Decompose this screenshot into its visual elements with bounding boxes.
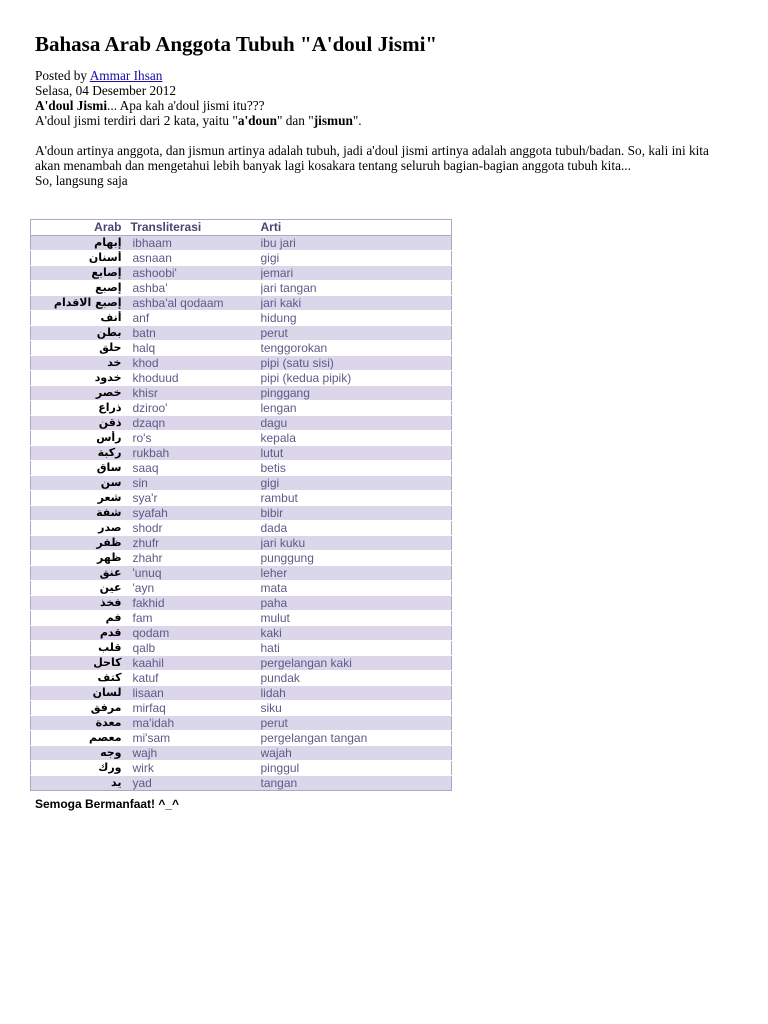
meaning-cell: rambut xyxy=(261,491,452,506)
word-adoun: a'doun xyxy=(237,113,277,128)
arabic-word-cell: ذقن xyxy=(31,416,131,431)
table-row xyxy=(31,536,452,551)
transliteration-cell: anf xyxy=(131,311,261,326)
table-row xyxy=(31,401,452,416)
table-row xyxy=(31,236,452,251)
arabic-word-cell: معصم xyxy=(31,731,131,746)
meaning-cell: jari kaki xyxy=(261,296,452,311)
meaning-cell: siku xyxy=(261,701,452,716)
table-row xyxy=(31,566,452,581)
table-row xyxy=(31,431,452,446)
arabic-word-cell: ظفر xyxy=(31,536,131,551)
arabic-word-cell: بطن xyxy=(31,326,131,341)
arabic-word-cell: يد xyxy=(31,776,131,791)
transliteration-cell: halq xyxy=(131,341,261,356)
table-row xyxy=(31,686,452,701)
transliteration-cell: ashoobi' xyxy=(131,266,261,281)
intro-bold-term: A'doul Jismi xyxy=(35,98,108,113)
table-row xyxy=(31,281,452,296)
arabic-word-cell: خصر xyxy=(31,386,131,401)
meaning-cell: betis xyxy=(261,461,452,476)
table-row xyxy=(31,371,452,386)
arabic-word-cell: ساق xyxy=(31,461,131,476)
transliteration-cell: dzaqn xyxy=(131,416,261,431)
arabic-word-cell: إبهام xyxy=(31,236,131,251)
transliteration-cell: kaahil xyxy=(131,656,261,671)
author-link[interactable]: Ammar Ihsan xyxy=(89,68,163,83)
transliteration-cell: saaq xyxy=(131,461,261,476)
table-row xyxy=(31,341,452,356)
post-date: Selasa, 04 Desember 2012 xyxy=(35,83,177,98)
header-arti: Arti xyxy=(261,220,452,236)
meaning-cell: mata xyxy=(261,581,452,596)
table-row xyxy=(31,731,452,746)
transliteration-cell: ma'idah xyxy=(131,716,261,731)
transliteration-cell: sin xyxy=(131,476,261,491)
table-row xyxy=(31,776,452,791)
meaning-cell: perut xyxy=(261,326,452,341)
transliteration-cell: lisaan xyxy=(131,686,261,701)
transliteration-cell: ashba'al qodaam xyxy=(131,296,261,311)
page-title: Bahasa Arab Anggota Tubuh "A'doul Jismi" xyxy=(35,32,438,56)
transliteration-cell: katuf xyxy=(131,671,261,686)
arabic-word-cell: قدم xyxy=(31,626,131,641)
header-arab: Arab xyxy=(31,220,131,236)
post-meta xyxy=(35,68,362,128)
meaning-cell: kepala xyxy=(261,431,452,446)
arabic-word-cell: ركبة xyxy=(31,446,131,461)
arabic-word-cell: شعر xyxy=(31,491,131,506)
arabic-word-cell: لسان xyxy=(31,686,131,701)
transliteration-cell: dziroo' xyxy=(131,401,261,416)
transliteration-cell: qalb xyxy=(131,641,261,656)
arabic-word-cell: ظهر xyxy=(31,551,131,566)
table-row xyxy=(31,491,452,506)
meaning-cell: pinggang xyxy=(261,386,452,401)
arabic-word-cell: معدة xyxy=(31,716,131,731)
meaning-cell: perut xyxy=(261,716,452,731)
meaning-cell: ibu jari xyxy=(261,236,452,251)
arabic-word-cell: قلب xyxy=(31,641,131,656)
meaning-cell: lengan xyxy=(261,401,452,416)
transliteration-cell: ibhaam xyxy=(131,236,261,251)
transliteration-cell: mi'sam xyxy=(131,731,261,746)
transliteration-cell: yad xyxy=(131,776,261,791)
header-transliterasi: Transliterasi xyxy=(131,220,261,236)
arabic-word-cell: عنق xyxy=(31,566,131,581)
table-row xyxy=(31,506,452,521)
arabic-word-cell: صدر xyxy=(31,521,131,536)
meaning-cell: lutut xyxy=(261,446,452,461)
table-row xyxy=(31,761,452,776)
table-row xyxy=(31,716,452,731)
meaning-cell: hidung xyxy=(261,311,452,326)
table-row xyxy=(31,521,452,536)
table-row xyxy=(31,476,452,491)
definition-prefix: A'doul jismi terdiri dari 2 kata, yaitu " xyxy=(35,113,238,128)
meaning-cell: dada xyxy=(261,521,452,536)
arabic-word-cell: خدود xyxy=(31,371,131,386)
meaning-cell: pipi (kedua pipik) xyxy=(261,371,452,386)
transliteration-cell: fam xyxy=(131,611,261,626)
table-row xyxy=(31,611,452,626)
arabic-word-cell: شفة xyxy=(31,506,131,521)
arabic-word-cell: ورك xyxy=(31,761,131,776)
intro-definition xyxy=(35,113,362,128)
table-row xyxy=(31,581,452,596)
arabic-word-cell: فخذ xyxy=(31,596,131,611)
table-row xyxy=(31,656,452,671)
arabic-word-cell: كتف xyxy=(31,671,131,686)
table-row xyxy=(31,596,452,611)
table-row xyxy=(31,641,452,656)
arabic-word-cell: إصابع xyxy=(31,266,131,281)
meaning-cell: pipi (satu sisi) xyxy=(261,356,452,371)
intro-question-text: ... Apa kah a'doul jismi itu??? xyxy=(107,98,265,113)
transliteration-cell: asnaan xyxy=(131,251,261,266)
transliteration-cell: zhufr xyxy=(131,536,261,551)
transliteration-cell: zhahr xyxy=(131,551,261,566)
transliteration-cell: batn xyxy=(131,326,261,341)
meaning-cell: jemari xyxy=(261,266,452,281)
transliteration-cell: wirk xyxy=(131,761,261,776)
definition-mid: " dan " xyxy=(277,113,314,128)
arabic-word-cell: خد xyxy=(31,356,131,371)
meaning-cell: kaki xyxy=(261,626,452,641)
table-row xyxy=(31,446,452,461)
table-row xyxy=(31,326,452,341)
meaning-cell: gigi xyxy=(261,476,452,491)
transliteration-cell: khoduud xyxy=(131,371,261,386)
meaning-cell: pundak xyxy=(261,671,452,686)
closing-text: Semoga Bermanfaat! ^_^ xyxy=(35,797,180,811)
table-row xyxy=(31,671,452,686)
intro-paragraph: A'doun artinya anggota, dan jismun artinya adalah tubuh, jadi a'doul jismi artinya adalah anggota tubuh/badan. So, kali ini kita akan menambah dan mengetahui lebih banyak lagi kosakara tentang seluruh bagian-bagian anggota tubuh kita... xyxy=(35,143,709,173)
meaning-cell: bibir xyxy=(261,506,452,521)
transliteration-cell: ro's xyxy=(131,431,261,446)
transliteration-cell: fakhid xyxy=(131,596,261,611)
transliteration-cell: ashba' xyxy=(131,281,261,296)
arabic-word-cell: كاحل xyxy=(31,656,131,671)
transliteration-cell: khod xyxy=(131,356,261,371)
meaning-cell: tenggorokan xyxy=(261,341,452,356)
arabic-word-cell: إصبع xyxy=(31,281,131,296)
transliteration-cell: 'ayn xyxy=(131,581,261,596)
meaning-cell: leher xyxy=(261,566,452,581)
meaning-cell: pergelangan tangan xyxy=(261,731,452,746)
table-row xyxy=(31,266,452,281)
table-row xyxy=(31,311,452,326)
meaning-cell: wajah xyxy=(261,746,452,761)
intro-paragraphs xyxy=(35,143,735,188)
meaning-cell: punggung xyxy=(261,551,452,566)
table-row xyxy=(31,386,452,401)
meaning-cell: paha xyxy=(261,596,452,611)
table-header-row xyxy=(31,220,452,236)
intro-closing-line: So, langsung saja xyxy=(35,173,128,188)
meaning-cell: dagu xyxy=(261,416,452,431)
meaning-cell: jari tangan xyxy=(261,281,452,296)
meaning-cell: jari kuku xyxy=(261,536,452,551)
table-row xyxy=(31,416,452,431)
arabic-word-cell: حلق xyxy=(31,341,131,356)
transliteration-cell: khisr xyxy=(131,386,261,401)
table-row xyxy=(31,746,452,761)
arabic-word-cell: سن xyxy=(31,476,131,491)
arabic-word-cell: ذراع xyxy=(31,401,131,416)
arabic-word-cell: رأس xyxy=(31,431,131,446)
word-jismun: jismun xyxy=(313,113,353,128)
definition-suffix: ". xyxy=(352,113,362,128)
transliteration-cell: qodam xyxy=(131,626,261,641)
table-row xyxy=(31,461,452,476)
transliteration-cell: rukbah xyxy=(131,446,261,461)
meaning-cell: mulut xyxy=(261,611,452,626)
table-row xyxy=(31,356,452,371)
arabic-word-cell: وجه xyxy=(31,746,131,761)
meaning-cell: pergelangan kaki xyxy=(261,656,452,671)
table-row xyxy=(31,296,452,311)
table-row xyxy=(31,251,452,266)
posted-by-line xyxy=(35,68,362,83)
table-row xyxy=(31,551,452,566)
transliteration-cell: syafah xyxy=(131,506,261,521)
transliteration-cell: shodr xyxy=(131,521,261,536)
meaning-cell: gigi xyxy=(261,251,452,266)
table-body xyxy=(31,236,452,791)
arabic-word-cell: أسنان xyxy=(31,251,131,266)
meaning-cell: hati xyxy=(261,641,452,656)
intro-question xyxy=(35,98,362,113)
meaning-cell: pinggul xyxy=(261,761,452,776)
arabic-word-cell: فم xyxy=(31,611,131,626)
arabic-word-cell: عين xyxy=(31,581,131,596)
transliteration-cell: mirfaq xyxy=(131,701,261,716)
arabic-word-cell: مرفق xyxy=(31,701,131,716)
table-row xyxy=(31,626,452,641)
posted-by-label: Posted by xyxy=(35,68,90,83)
table-row xyxy=(31,701,452,716)
arabic-word-cell: إصبع الاقدام xyxy=(31,296,131,311)
meaning-cell: lidah xyxy=(261,686,452,701)
vocabulary-table xyxy=(30,219,452,791)
transliteration-cell: 'unuq xyxy=(131,566,261,581)
transliteration-cell: sya'r xyxy=(131,491,261,506)
transliteration-cell: wajh xyxy=(131,746,261,761)
arabic-word-cell: أنف xyxy=(31,311,131,326)
meaning-cell: tangan xyxy=(261,776,452,791)
